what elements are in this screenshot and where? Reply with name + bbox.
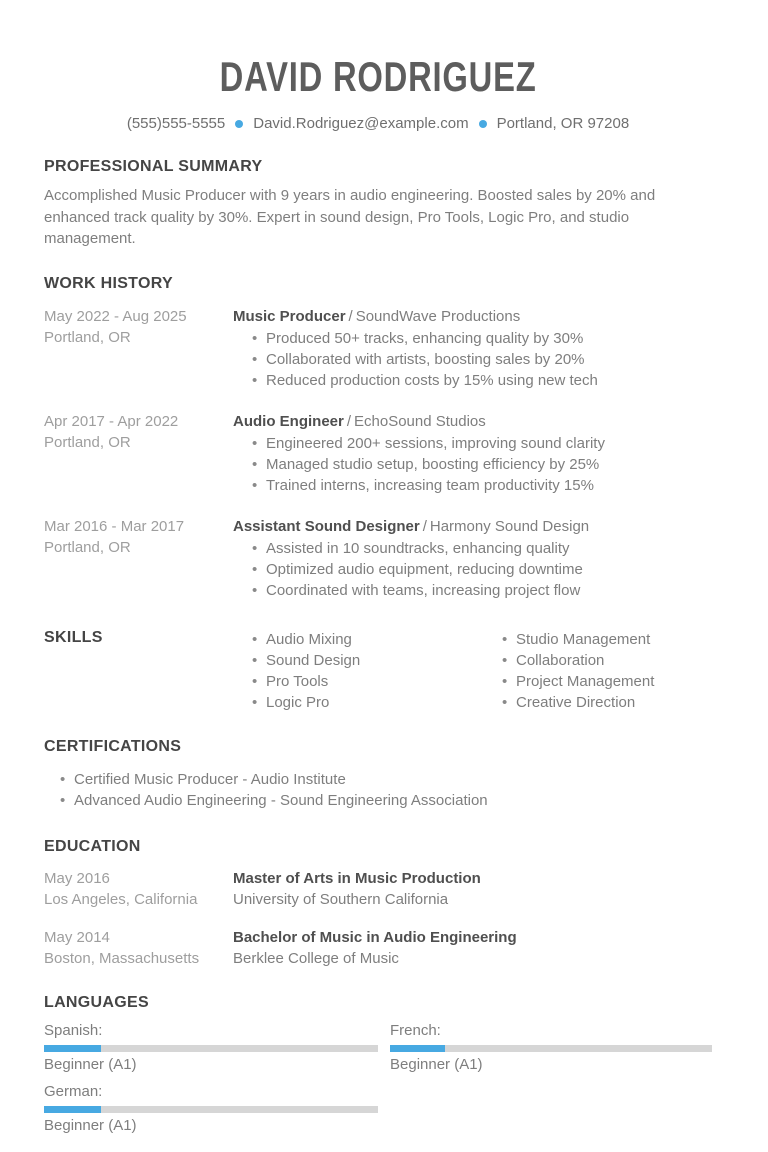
certification-item: • Advanced Audio Engineering - Sound Engineering Association xyxy=(60,790,712,811)
skill-item: • Collaboration xyxy=(502,650,712,671)
job-role: Music Producer xyxy=(233,307,346,325)
job-bullet: • Collaborated with artists, boosting sales by 20% xyxy=(252,349,712,370)
education-date-location xyxy=(44,868,233,910)
job-location: Portland, OR xyxy=(44,433,131,451)
job-entry xyxy=(44,306,712,391)
language-item xyxy=(44,1084,378,1134)
education-details xyxy=(233,927,712,969)
skill-item: • Logic Pro xyxy=(252,692,483,713)
language-name: French: xyxy=(390,1021,441,1039)
job-bullet: • Managed studio setup, boosting efficiency by 25% xyxy=(252,454,712,475)
role-separator: / xyxy=(346,412,352,430)
education-entry xyxy=(44,927,712,969)
section-education xyxy=(44,838,712,969)
job-bullet: • Reduced production costs by 15% using new tech xyxy=(252,370,712,391)
language-item xyxy=(44,1023,378,1073)
language-progress-fill xyxy=(44,1106,101,1113)
education-date-location xyxy=(44,927,233,969)
education-degree: Bachelor of Music in Audio Engineering xyxy=(233,928,517,946)
skill-item: • Pro Tools xyxy=(252,671,483,692)
skill-item: • Studio Management xyxy=(502,629,712,650)
language-progress-fill xyxy=(390,1045,445,1052)
resume-header xyxy=(44,0,712,132)
language-progress-track xyxy=(44,1106,378,1113)
job-role-line xyxy=(233,306,712,327)
job-location: Portland, OR xyxy=(44,328,131,346)
education-degree: Master of Arts in Music Production xyxy=(233,869,481,887)
job-dates-location xyxy=(44,411,233,496)
job-company: Harmony Sound Design xyxy=(429,517,590,535)
job-entry xyxy=(44,516,712,601)
education-heading: EDUCATION xyxy=(44,837,141,855)
skills-columns xyxy=(233,629,712,713)
language-item xyxy=(390,1023,712,1073)
job-bullet-list xyxy=(252,433,712,496)
section-certifications xyxy=(44,738,712,811)
job-bullet: • Trained interns, increasing team productivity 15% xyxy=(252,475,712,496)
education-date: May 2014 xyxy=(44,928,110,946)
skills-column-2 xyxy=(502,629,712,713)
job-details xyxy=(233,411,712,496)
education-entry xyxy=(44,868,712,910)
job-role: Assistant Sound Designer xyxy=(233,517,420,535)
job-role: Audio Engineer xyxy=(233,412,344,430)
job-bullet-list xyxy=(252,538,712,601)
job-location: Portland, OR xyxy=(44,538,131,556)
candidate-name: DAVID RODRIGUEZ xyxy=(219,53,537,100)
section-professional-summary xyxy=(44,158,712,250)
summary-text: Accomplished Music Producer with 9 years in audio engineering. Boosted sales by 20% and enhanced track quality by 30%. Expert in sound design, Pro Tools, Logic Pro, and studio management. xyxy=(44,187,656,247)
skill-item: • Sound Design xyxy=(252,650,483,671)
languages-heading: LANGUAGES xyxy=(44,993,149,1011)
job-bullet: • Optimized audio equipment, reducing downtime xyxy=(252,559,712,580)
education-location: Boston, Massachusetts xyxy=(44,949,200,967)
dot-separator-icon xyxy=(479,120,487,128)
job-company: SoundWave Productions xyxy=(355,307,521,325)
skill-item: • Audio Mixing xyxy=(252,629,483,650)
job-entry xyxy=(44,411,712,496)
job-bullet: • Assisted in 10 soundtracks, enhancing quality xyxy=(252,538,712,559)
education-school: Berklee College of Music xyxy=(233,949,399,967)
dot-separator-icon xyxy=(235,120,243,128)
education-school: University of Southern California xyxy=(233,890,449,908)
language-name: German: xyxy=(44,1082,103,1100)
certification-item: • Certified Music Producer - Audio Institute xyxy=(60,769,712,790)
education-date: May 2016 xyxy=(44,869,110,887)
certification-list xyxy=(60,769,712,811)
education-details xyxy=(233,868,712,910)
role-separator: / xyxy=(422,517,427,535)
job-dates-location xyxy=(44,516,233,601)
work-history-heading: WORK HISTORY xyxy=(44,274,173,292)
education-location: Los Angeles, California xyxy=(44,890,198,908)
job-bullet-list xyxy=(252,328,712,391)
language-level: Beginner (A1) xyxy=(44,1055,137,1073)
job-dates-location xyxy=(44,306,233,391)
section-languages xyxy=(44,994,712,1145)
summary-heading: PROFESSIONAL SUMMARY xyxy=(44,158,263,175)
certifications-heading: CERTIFICATIONS xyxy=(44,737,182,755)
section-work-history xyxy=(44,275,712,601)
skill-item: • Project Management xyxy=(502,671,712,692)
job-dates: May 2022 - Aug 2025 xyxy=(44,307,187,325)
skill-item: • Creative Direction xyxy=(502,692,712,713)
language-progress-track xyxy=(44,1045,378,1052)
job-role-line xyxy=(233,516,712,537)
job-role-line xyxy=(233,411,712,432)
language-progress-fill xyxy=(44,1045,101,1052)
job-dates: Apr 2017 - Apr 2022 xyxy=(44,412,179,430)
contact-location: Portland, OR 97208 xyxy=(496,115,630,132)
job-bullet: • Engineered 200+ sessions, improving sound clarity xyxy=(252,433,712,454)
skills-column-1 xyxy=(252,629,483,713)
skills-heading: SKILLS xyxy=(44,628,103,646)
contact-phone: (555)555-5555 xyxy=(126,115,226,132)
job-dates: Mar 2016 - Mar 2017 xyxy=(44,517,185,535)
contact-line xyxy=(44,115,712,132)
job-details xyxy=(233,516,712,601)
languages-grid xyxy=(44,1023,712,1145)
language-level: Beginner (A1) xyxy=(390,1055,483,1073)
job-bullet: • Coordinated with teams, increasing project flow xyxy=(252,580,712,601)
language-name: Spanish: xyxy=(44,1021,103,1039)
section-skills xyxy=(44,629,712,713)
language-level: Beginner (A1) xyxy=(44,1116,137,1134)
job-company: EchoSound Studios xyxy=(354,412,486,430)
contact-email: David.Rodriguez@example.com xyxy=(253,115,469,132)
language-progress-track xyxy=(390,1045,712,1052)
job-details xyxy=(233,306,712,391)
job-bullet: • Produced 50+ tracks, enhancing quality by 30% xyxy=(252,328,712,349)
role-separator: / xyxy=(348,307,353,325)
